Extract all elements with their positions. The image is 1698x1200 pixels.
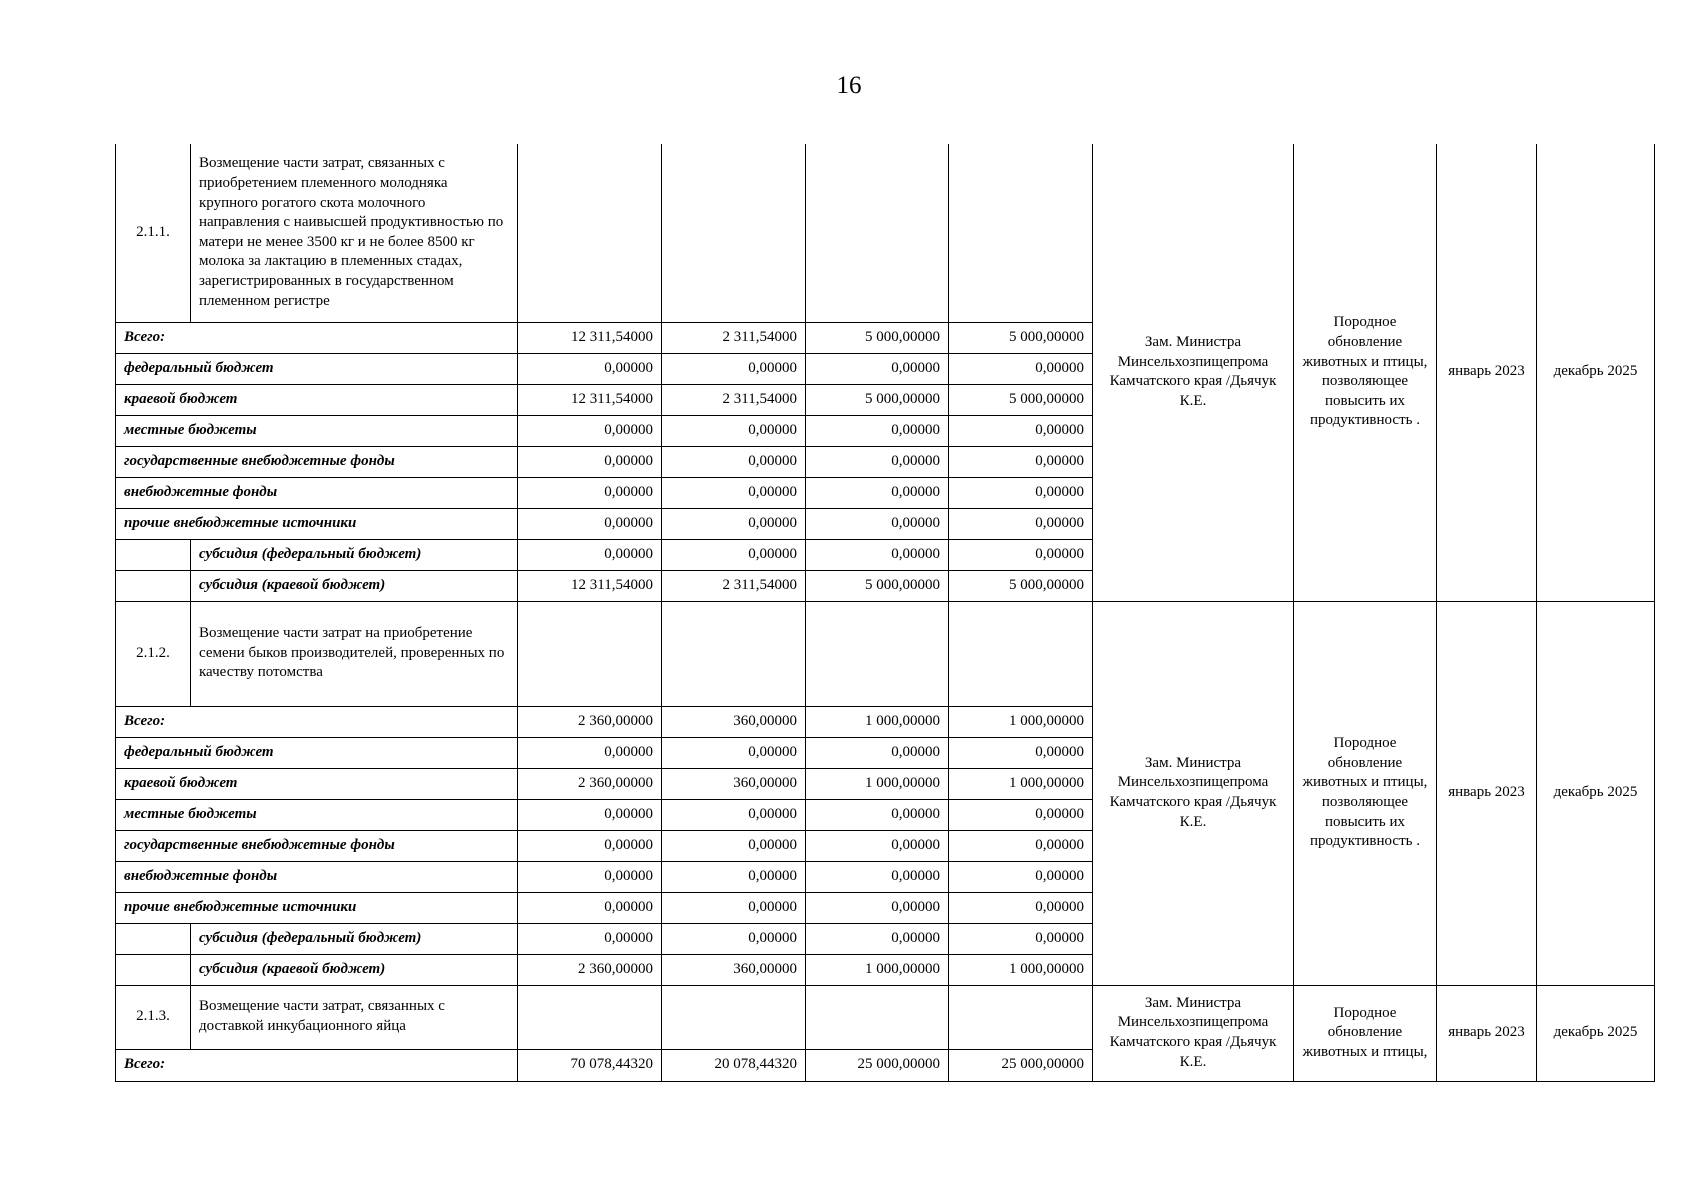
value-cell: 0,00000 [949, 737, 1093, 768]
row-label: внебюджетные фонды [116, 861, 518, 892]
value-cell: 0,00000 [806, 446, 949, 477]
section-description: Возмещение части затрат на приобретение семени быков производителей, проверенных по качеству потомства [191, 601, 518, 706]
value-cell: 0,00000 [806, 737, 949, 768]
expected-result: Породное обновление животных и птицы, позволяющее повысить их продуктивность . [1294, 601, 1437, 985]
value-cell: 12 311,54000 [518, 384, 662, 415]
value-cell: 0,00000 [518, 415, 662, 446]
value-cell: 2 311,54000 [662, 384, 806, 415]
expected-result: Породное обновление животных и птицы, [1294, 985, 1437, 1081]
value-cell: 0,00000 [662, 446, 806, 477]
value-cell: 0,00000 [518, 353, 662, 384]
end-date: декабрь 2025 [1537, 601, 1655, 985]
value-cell: 0,00000 [518, 477, 662, 508]
section-header-row [116, 985, 1655, 1049]
value-cell: 2 311,54000 [662, 570, 806, 601]
row-label: субсидия (краевой бюджет) [191, 570, 518, 601]
row-label: внебюджетные фонды [116, 477, 518, 508]
value-cell: 0,00000 [518, 923, 662, 954]
value-cell: 0,00000 [949, 923, 1093, 954]
empty-cell [116, 923, 191, 954]
value-cell: 70 078,44320 [518, 1049, 662, 1081]
end-date: декабрь 2025 [1537, 144, 1655, 601]
row-label: государственные внебюджетные фонды [116, 830, 518, 861]
value-cell: 0,00000 [806, 830, 949, 861]
value-cell: 5 000,00000 [949, 384, 1093, 415]
value-cell: 2 311,54000 [662, 322, 806, 353]
value-cell: 0,00000 [806, 892, 949, 923]
row-label: Всего: [116, 322, 518, 353]
section-header-row [116, 144, 1655, 322]
value-cell: 1 000,00000 [806, 768, 949, 799]
value-cell: 0,00000 [662, 892, 806, 923]
value-cell: 360,00000 [662, 768, 806, 799]
value-cell: 0,00000 [949, 861, 1093, 892]
value-cell: 0,00000 [949, 446, 1093, 477]
value-cell: 0,00000 [806, 508, 949, 539]
value-cell: 0,00000 [662, 861, 806, 892]
value-cell: 0,00000 [806, 861, 949, 892]
value-cell: 1 000,00000 [806, 706, 949, 737]
empty-cell [949, 985, 1093, 1049]
value-cell: 0,00000 [949, 477, 1093, 508]
value-cell: 5 000,00000 [949, 322, 1093, 353]
value-cell: 1 000,00000 [949, 706, 1093, 737]
empty-cell [116, 954, 191, 985]
page-number: 16 [836, 72, 862, 99]
empty-cell [949, 144, 1093, 322]
row-label: местные бюджеты [116, 799, 518, 830]
value-cell: 0,00000 [518, 446, 662, 477]
value-cell: 0,00000 [949, 892, 1093, 923]
value-cell: 0,00000 [949, 415, 1093, 446]
value-cell: 0,00000 [949, 353, 1093, 384]
value-cell: 0,00000 [949, 799, 1093, 830]
row-label: субсидия (федеральный бюджет) [191, 539, 518, 570]
value-cell: 0,00000 [949, 830, 1093, 861]
empty-cell [518, 144, 662, 322]
responsible-person: Зам. Министра Минсельхозпищепрома Камчатского края /Дьячук К.Е. [1093, 144, 1294, 601]
section-header-row [116, 601, 1655, 706]
value-cell: 5 000,00000 [806, 322, 949, 353]
empty-cell [949, 601, 1093, 706]
value-cell: 0,00000 [662, 539, 806, 570]
value-cell: 25 000,00000 [949, 1049, 1093, 1081]
value-cell: 1 000,00000 [949, 954, 1093, 985]
empty-cell [806, 985, 949, 1049]
value-cell: 0,00000 [806, 353, 949, 384]
empty-cell [518, 985, 662, 1049]
row-label: краевой бюджет [116, 384, 518, 415]
section-description: Возмещение части затрат, связанных с приобретением племенного молодняка крупного рогатого скота молочного направления с наивысшей продуктивностью по матери не менее 3500 кг и не более 8500 кг молока за лактацию в племенных стадах, зарегистрированных в государственном племенном регистре [191, 144, 518, 322]
value-cell: 0,00000 [662, 737, 806, 768]
value-cell: 25 000,00000 [806, 1049, 949, 1081]
row-label: местные бюджеты [116, 415, 518, 446]
empty-cell [662, 144, 806, 322]
row-label: субсидия (федеральный бюджет) [191, 923, 518, 954]
empty-cell [116, 539, 191, 570]
value-cell: 0,00000 [518, 830, 662, 861]
start-date: январь 2023 [1437, 985, 1537, 1081]
section-number: 2.1.2. [116, 601, 191, 706]
start-date: январь 2023 [1437, 144, 1537, 601]
value-cell: 5 000,00000 [806, 384, 949, 415]
row-label: федеральный бюджет [116, 353, 518, 384]
empty-cell [662, 601, 806, 706]
value-cell: 1 000,00000 [949, 768, 1093, 799]
section-number: 2.1.3. [116, 985, 191, 1049]
section-number: 2.1.1. [116, 144, 191, 322]
end-date: декабрь 2025 [1537, 985, 1655, 1081]
value-cell: 0,00000 [662, 415, 806, 446]
value-cell: 5 000,00000 [949, 570, 1093, 601]
value-cell: 360,00000 [662, 706, 806, 737]
value-cell: 2 360,00000 [518, 706, 662, 737]
empty-cell [806, 601, 949, 706]
value-cell: 0,00000 [662, 353, 806, 384]
value-cell: 0,00000 [806, 539, 949, 570]
empty-cell [806, 144, 949, 322]
row-label: федеральный бюджет [116, 737, 518, 768]
empty-cell [518, 601, 662, 706]
value-cell: 360,00000 [662, 954, 806, 985]
value-cell: 0,00000 [662, 477, 806, 508]
row-label: субсидия (краевой бюджет) [191, 954, 518, 985]
responsible-person: Зам. Министра Минсельхозпищепрома Камчатского края /Дьячук К.Е. [1093, 985, 1294, 1081]
value-cell: 0,00000 [518, 799, 662, 830]
row-label: краевой бюджет [116, 768, 518, 799]
value-cell: 0,00000 [518, 539, 662, 570]
row-label: Всего: [116, 1049, 518, 1081]
value-cell: 2 360,00000 [518, 768, 662, 799]
row-label: Всего: [116, 706, 518, 737]
value-cell: 0,00000 [662, 508, 806, 539]
section-description: Возмещение части затрат, связанных с доставкой инкубационного яйца [191, 985, 518, 1049]
value-cell: 0,00000 [518, 892, 662, 923]
empty-cell [662, 985, 806, 1049]
value-cell: 0,00000 [949, 539, 1093, 570]
value-cell: 0,00000 [518, 737, 662, 768]
value-cell: 0,00000 [806, 799, 949, 830]
responsible-person: Зам. Министра Минсельхозпищепрома Камчатского края /Дьячук К.Е. [1093, 601, 1294, 985]
empty-cell [116, 570, 191, 601]
value-cell: 0,00000 [806, 477, 949, 508]
value-cell: 1 000,00000 [806, 954, 949, 985]
value-cell: 12 311,54000 [518, 322, 662, 353]
value-cell: 0,00000 [518, 508, 662, 539]
row-label: прочие внебюджетные источники [116, 892, 518, 923]
value-cell: 0,00000 [662, 799, 806, 830]
expected-result: Породное обновление животных и птицы, позволяющее повысить их продуктивность . [1294, 144, 1437, 601]
row-label: государственные внебюджетные фонды [116, 446, 518, 477]
value-cell: 12 311,54000 [518, 570, 662, 601]
value-cell: 0,00000 [806, 415, 949, 446]
value-cell: 20 078,44320 [662, 1049, 806, 1081]
value-cell: 0,00000 [949, 508, 1093, 539]
financing-table [115, 144, 1655, 1082]
start-date: январь 2023 [1437, 601, 1537, 985]
value-cell: 5 000,00000 [806, 570, 949, 601]
value-cell: 0,00000 [518, 861, 662, 892]
row-label: прочие внебюджетные источники [116, 508, 518, 539]
value-cell: 2 360,00000 [518, 954, 662, 985]
value-cell: 0,00000 [662, 923, 806, 954]
value-cell: 0,00000 [806, 923, 949, 954]
value-cell: 0,00000 [662, 830, 806, 861]
